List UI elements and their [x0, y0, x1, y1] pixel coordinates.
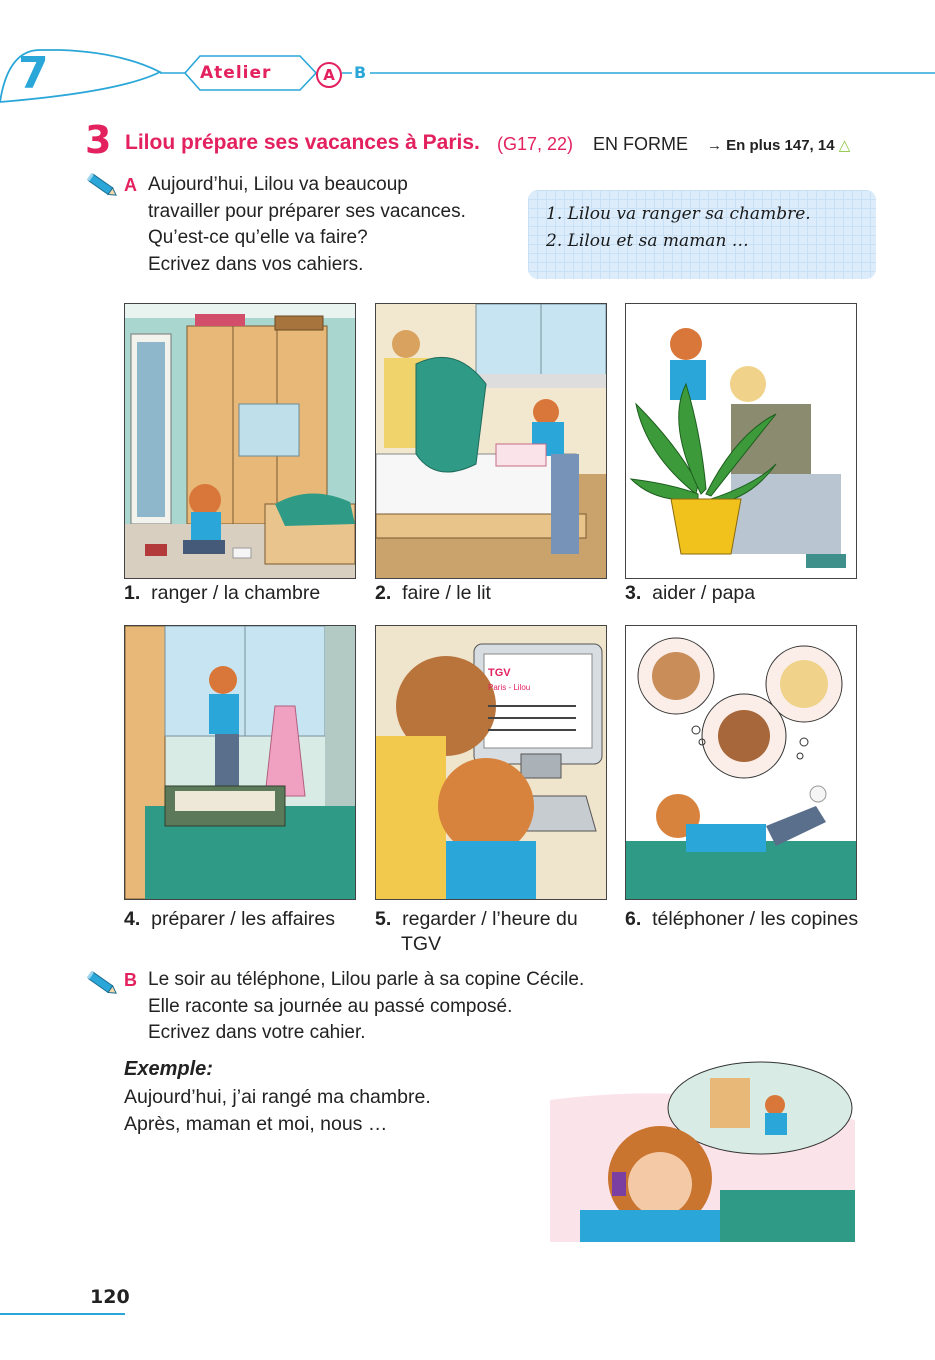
caption-text: préparer / les affaires [151, 908, 336, 930]
instruction-line: Ecrivez dans votre cahier. [148, 1022, 366, 1043]
en-plus-text: En plus 147, 14 [726, 137, 835, 154]
pencil-icon [86, 172, 120, 200]
header-rule [0, 40, 935, 110]
caption-number: 6. [625, 908, 642, 930]
instruction-line: Elle raconte sa journée au passé composé. [148, 995, 513, 1017]
exercise-number: 3 [85, 118, 112, 162]
picture-telephoner-copines [625, 625, 857, 900]
caption-1 [124, 581, 320, 606]
picture-regarder-tgv [375, 625, 607, 900]
picture-preparer-affaires [124, 625, 356, 900]
page-number: 120 [90, 1286, 130, 1308]
exercise-title: Lilou prépare ses vacances à Paris. [125, 131, 480, 154]
arrow-icon: → [707, 137, 722, 154]
example-line: Après, maman et moi, nous … [124, 1113, 388, 1135]
hint-line: 1. Lilou va ranger sa chambre. [546, 204, 811, 224]
en-forme-label: EN FORME [593, 134, 689, 154]
computer-illustration [376, 626, 606, 899]
caption-6 [625, 907, 858, 932]
suitcase-illustration [125, 626, 355, 899]
picture-aider-papa [625, 303, 857, 579]
hint-line: 2. Lilou et sa maman … [546, 231, 749, 251]
picture-lilou-telephone [550, 1060, 855, 1242]
picture-faire-lit [375, 303, 607, 579]
caption-number: 2. [375, 582, 392, 604]
caption-4 [124, 907, 335, 932]
caption-number: 4. [124, 908, 141, 930]
en-plus-reference [707, 136, 850, 154]
lilou-phone-illustration [550, 1060, 855, 1242]
caption-2 [375, 581, 491, 606]
screen-brand: TGV [488, 667, 511, 679]
caption-number: 1. [124, 582, 141, 604]
section-a-letter: A [124, 175, 137, 195]
caption-3 [625, 581, 755, 606]
example-title: Exemple: [124, 1058, 213, 1080]
section-b-letter: B [124, 970, 137, 990]
caption-text-line2: TGV [401, 933, 442, 955]
caption-number: 5. [375, 908, 392, 930]
example-line: Aujourd’hui, j’ai rangé ma chambre. [124, 1086, 431, 1108]
instruction-line: Aujourd’hui, Lilou va beaucoup [148, 174, 408, 195]
caption-5 [375, 907, 578, 957]
triangle-icon: △ [838, 137, 851, 154]
chapter-number: 7 [18, 48, 49, 99]
caption-text: aider / papa [652, 582, 756, 604]
screen-line: Paris - Lilou [488, 683, 531, 692]
atelier-label: Atelier [200, 63, 272, 83]
pencil-icon [86, 970, 120, 998]
bedroom-illustration [125, 304, 355, 578]
caption-text: regarder / l’heure du [402, 908, 578, 930]
instruction-line: travailler pour préparer ses vacances. [148, 200, 466, 222]
instruction-line: Le soir au téléphone, Lilou parle à sa copine Cécile. [148, 969, 585, 990]
caption-text: faire / le lit [402, 582, 491, 604]
caption-text: ranger / la chambre [151, 582, 321, 604]
instruction-line: Ecrivez dans vos cahiers. [148, 253, 364, 275]
footer-rule [0, 1313, 125, 1315]
picture-ranger-chambre [124, 303, 356, 579]
breadcrumb-a[interactable]: A [316, 62, 342, 88]
breadcrumb-b[interactable]: B [354, 63, 367, 82]
caption-text: téléphoner / les copines [652, 908, 859, 930]
plant-illustration [626, 304, 856, 578]
phone-illustration [626, 626, 856, 899]
caption-number: 3. [625, 582, 642, 604]
section-a-instructions [148, 172, 466, 278]
example-hint-box [528, 190, 876, 279]
grammar-reference: (G17, 22) [497, 134, 574, 154]
instruction-line: Qu’est-ce qu’elle va faire? [148, 227, 368, 248]
section-b-instructions [148, 967, 584, 1047]
bed-illustration [376, 304, 606, 578]
